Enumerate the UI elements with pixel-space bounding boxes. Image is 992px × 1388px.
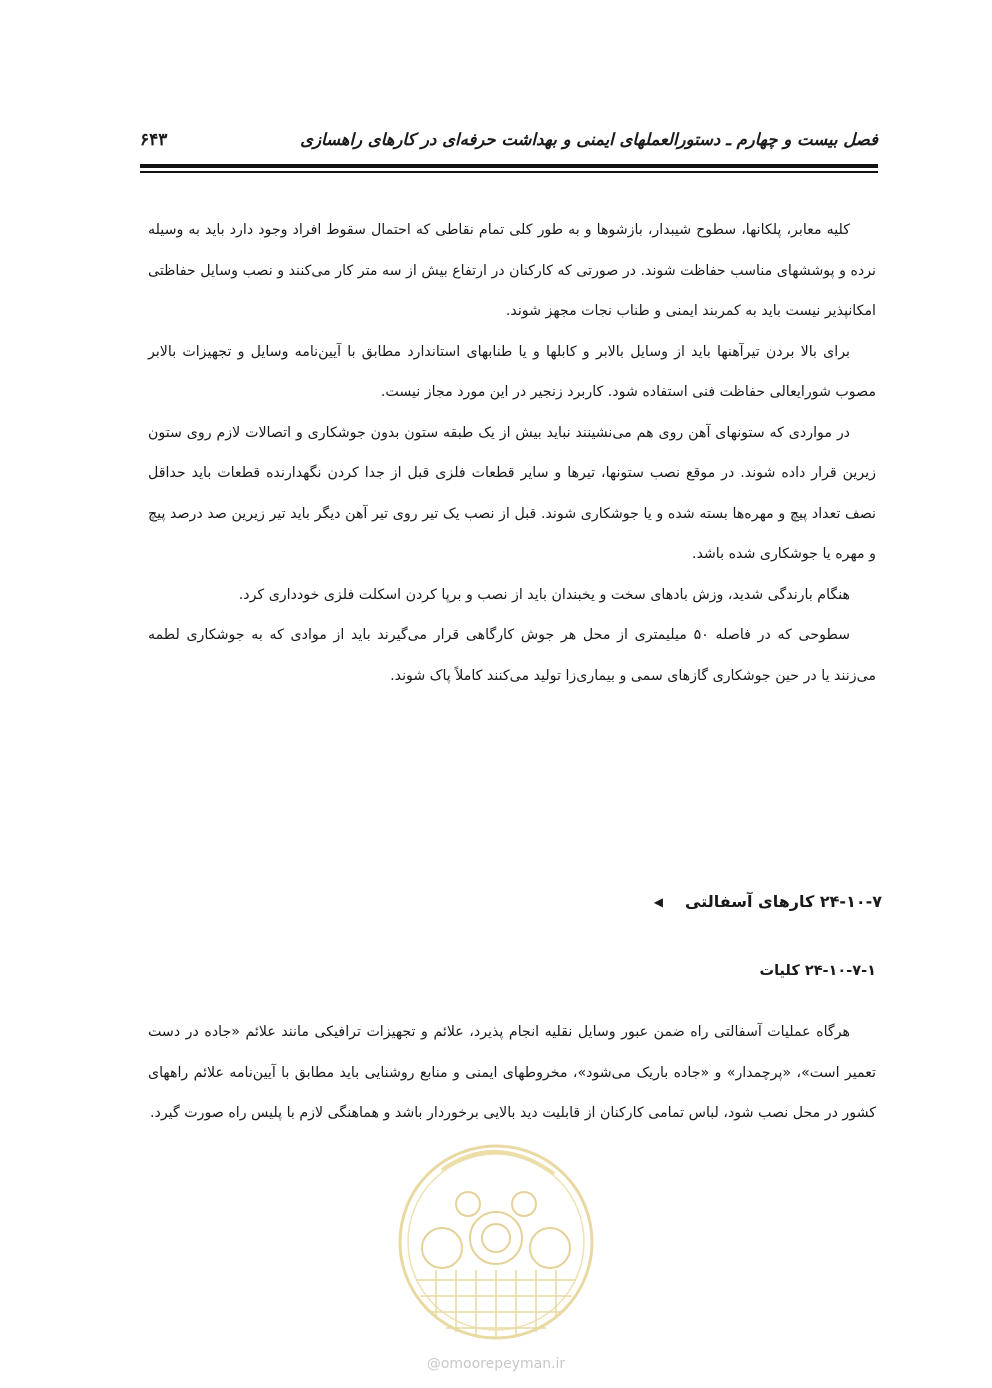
section-heading-text: ۲۴-۱۰-۷ کارهای آسفالتی (684, 892, 882, 911)
running-header (140, 128, 878, 158)
subsection-heading: ۲۴-۱۰-۷-۱ کلیات (759, 963, 876, 979)
paragraph: کلیه معابر، پلکانها، سطوح شیبدار، بازشوها و به طور کلی تمام نقاطی که احتمال سقوط افراد وجود دارد باید به وسیله نرده و پوششهای مناسب حفاظت شوند. در صورتی که کارکنان در ارتفاع بیش از سه متر کار می‌کنند و نصب وسایل حفاظتی امکانپذیر نیست باید به کمربند ایمنی و طناب نجات مجهز شوند. (148, 222, 876, 319)
paragraph: سطوحی که در فاصله ۵۰ میلیمتری از محل هر جوش کارگاهی قرار می‌گیرند باید از موادی که به جوشکاری لطمه می‌زنند یا در حین جوشکاری گازهای سمی و بیماری‌زا تولید می‌کنند کاملاً پاک شوند. (148, 627, 876, 684)
section-body (148, 210, 876, 696)
paragraph: برای بالا بردن تیرآهنها باید از وسایل بالابر و کابلها و یا طنابهای استاندارد مطابق با آیین‌نامه وسایل و تجهیزات بالابر مصوب شورایعالی حفاظت فنی استفاده شود. کاربرد زنجیر در این مورد مجاز نیست. (148, 343, 876, 400)
paragraph: هنگام بارندگی شدید، وزش بادهای سخت و یخبندان باید از نصب و برپا کردن اسکلت فلزی خودداری کرد. (238, 586, 850, 603)
watermark-logo-icon (372, 1130, 620, 1356)
watermark-url: @omoorepeyman.ir (426, 1356, 566, 1372)
header-rule-thick (140, 164, 878, 168)
subsection-body (148, 1012, 876, 1134)
header-rule-thin (140, 171, 878, 173)
page-number: ۶۴۳ (140, 130, 168, 150)
section-heading (654, 892, 882, 911)
bullet-triangle-icon: ◀ (653, 894, 663, 909)
header-title: فصل بیست و چهارم ـ دستورالعملهای ایمنی و بهداشت حرفه‌ای در کارهای راهسازی (300, 130, 878, 149)
paragraph: در مواردی که ستونهای آهن روی هم می‌نشینند نباید بیش از یک طبقه ستون بدون جوشکاری و اتصالات لازم روی ستون زیرین قرار داده شوند. در موقع نصب ستونها، تیرها و سایر قطعات فلزی قبل از جدا کردن نگهدارنده قطعات باید حداقل نصف تعداد پیچ و مهره‌ها بسته شده و یا جوشکاری شوند. قبل از نصب یک تیر روی تیر آهن دیگر باید تیر زیرین صد درصد پیچ و مهره یا جوشکاری شده باشد. (148, 424, 876, 562)
paragraph: هرگاه عملیات آسفالتی راه ضمن عبور وسایل نقلیه انجام پذیرد، علائم و تجهیزات ترافیکی مانند علائم «جاده در دست تعمیر است»، «پرچمدار» و «جاده باریک می‌شود»، مخروطهای ایمنی و منابع روشنایی باید مطابق با آیین‌نامه علائم راههای کشور در محل نصب شود، لباس تمامی کارکنان از قابلیت دید بالایی برخوردار باشد و هماهنگی لازم با پلیس راه صورت گیرد. (148, 1024, 876, 1121)
watermark-seal (372, 1130, 620, 1380)
